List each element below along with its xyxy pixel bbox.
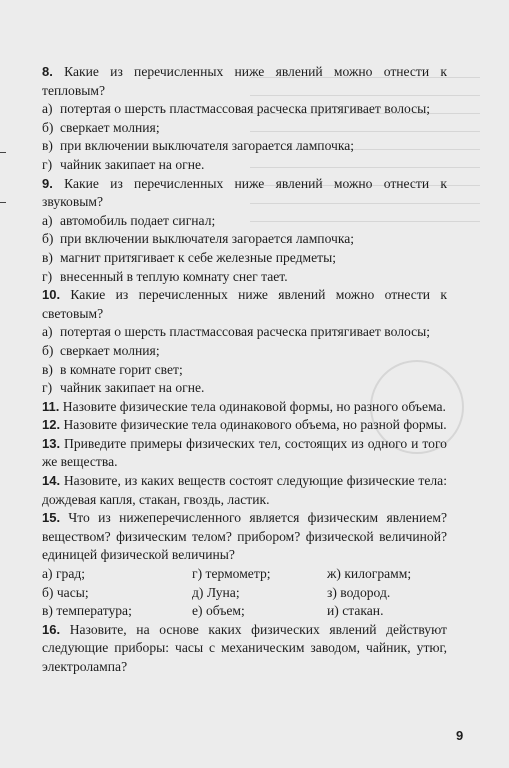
grid-row bbox=[42, 584, 447, 603]
question-11: 11. Назовите физические тела одинаковой формы, но разного объема. bbox=[42, 398, 446, 414]
option: а) автомобиль подает сигнал; bbox=[42, 212, 216, 228]
option: а) потертая о шерсть пластмассовая расческа притягивает волосы; bbox=[42, 324, 431, 340]
question-text: Какие из перечисленных ниже явлений можно отнести к звуковым? bbox=[42, 175, 447, 210]
question-13: 13. Приведите примеры физических тел, состоящих из одного и того же вещества. bbox=[42, 435, 447, 470]
grid-row bbox=[42, 602, 447, 621]
grid-cell: ж) килограмм; bbox=[327, 566, 412, 582]
question-8: 8. Какие из перечисленных ниже явлений можно отнести к тепловым? bbox=[42, 64, 447, 98]
page-number: 9 bbox=[456, 728, 464, 743]
grid-cell: з) водород. bbox=[327, 584, 391, 600]
exercise-list bbox=[42, 63, 447, 677]
question-12: 12. Назовите физические тела одинакового объема, но разной формы. bbox=[42, 417, 447, 433]
question-15: 15. Что из нижеперечисленного является физическим явлением? веществом? физическим телом? прибором? физической величиной? единицей физической величины? bbox=[42, 510, 447, 563]
option: а) потертая о шерсть пластмассовая расческа притягивает волосы; bbox=[42, 101, 431, 117]
margin-mark bbox=[0, 202, 6, 203]
question-9: 9. Какие из перечисленных ниже явлений можно отнести к звуковым? bbox=[42, 175, 447, 210]
question-10: 10. Какие из перечисленных ниже явлений можно отнести к световым? bbox=[42, 287, 447, 321]
question-text: Какие из перечисленных ниже явлений можно отнести к тепловым? bbox=[42, 64, 447, 98]
grid-row bbox=[42, 565, 447, 584]
option: в) при включении выключателя загорается лампочка; bbox=[42, 138, 355, 154]
option: б) при включении выключателя загорается лампочка; bbox=[42, 231, 355, 247]
margin-mark bbox=[0, 152, 6, 153]
question-text: Назовите, на основе каких физических явлений действуют следующие приборы: часы с механическим заводом, чайник, утюг, электролампа? bbox=[42, 621, 447, 674]
option: б) сверкает молния; bbox=[42, 342, 160, 358]
option: г) чайник закипает на огне. bbox=[42, 380, 205, 396]
question-text: Назовите физические тела одинаковой формы, но разного объема. bbox=[62, 398, 446, 414]
option: г) внесенный в теплую комнату снег тает. bbox=[42, 268, 288, 284]
question-16: 16. Назовите, на основе каких физических явлений действуют следующие приборы: часы с механическим заводом, чайник, утюг, электролампа? bbox=[42, 621, 447, 674]
grid-cell: и) стакан. bbox=[327, 603, 384, 619]
answer-grid bbox=[42, 565, 447, 621]
question-text: Приведите примеры физических тел, состоящих из одного и того же вещества. bbox=[42, 435, 447, 470]
question-text: Назовите физические тела одинакового объема, но разной формы. bbox=[63, 417, 447, 433]
option: б) сверкает молния; bbox=[42, 119, 160, 135]
grid-cell: г) термометр; bbox=[192, 566, 271, 582]
option: в) в комнате горит свет; bbox=[42, 361, 183, 377]
option: г) чайник закипает на огне. bbox=[42, 156, 205, 172]
grid-cell: д) Луна; bbox=[192, 584, 240, 600]
grid-cell: а) град; bbox=[42, 566, 86, 582]
grid-cell: е) объем; bbox=[192, 603, 245, 619]
question-14: 14. Назовите, из каких веществ состоят следующие физические тела: дождевая капля, стакан, гвоздь, ластик. bbox=[42, 473, 447, 507]
option: в) магнит притягивает к себе железные предметы; bbox=[42, 249, 337, 265]
grid-cell: б) часы; bbox=[42, 584, 89, 600]
question-text: Назовите, из каких веществ состоят следующие физические тела: дождевая капля, стакан, гвоздь, ластик. bbox=[42, 473, 447, 507]
question-text: Какие из перечисленных ниже явлений можно отнести к световым? bbox=[42, 287, 447, 321]
grid-cell: в) температура; bbox=[42, 603, 132, 619]
question-text: Что из нижеперечисленного является физическим явлением? веществом? физическим телом? прибором? физической величиной? единицей физической величины? bbox=[42, 510, 447, 563]
